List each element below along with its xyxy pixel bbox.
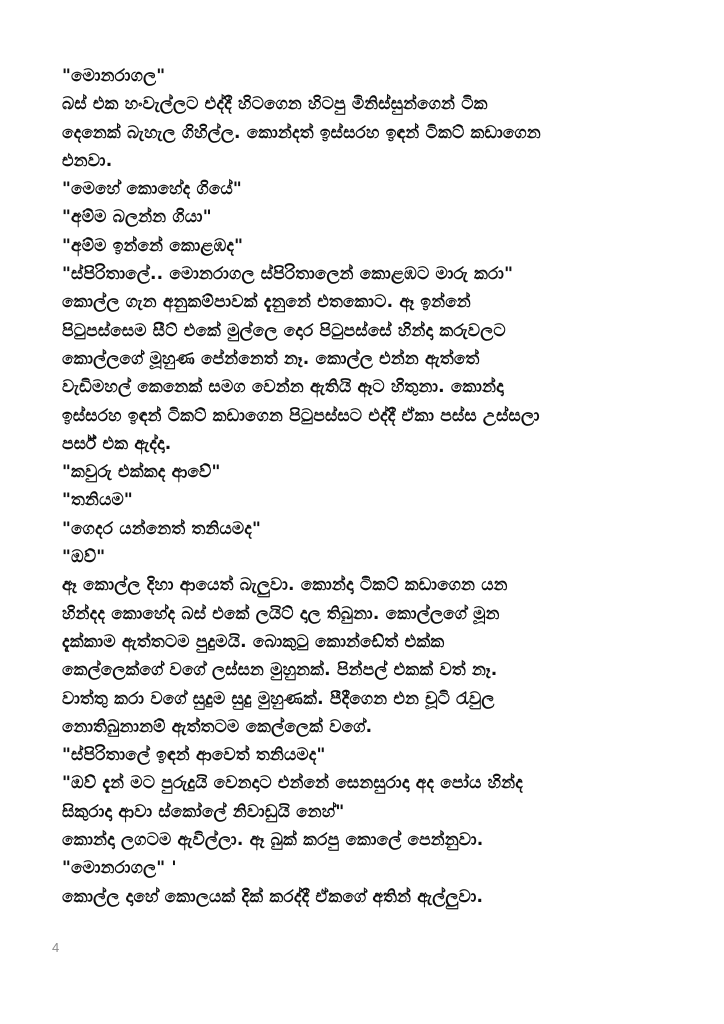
- text-line: බස් එක හංවැල්ලට එද්දී හිටගෙන හිටපු මිනිස්සුන්ගෙන් ටික: [62, 94, 488, 115]
- text-line: "තනියම": [62, 490, 133, 511]
- text-line: "අම්ම බලන්න ගියා": [62, 207, 212, 228]
- text-line: දැක්කාම ඇත්තටම පුදුමයි. බොකුටු කොන්ඩේත් එක්ක: [62, 631, 445, 652]
- text-line: කොල්ලගේ මූහුණ පේන්නෙත් නෑ. කොල්ල එන්න ඇත්තේ: [62, 348, 480, 369]
- text-line: නොතිබුනානම් ඇත්තටම කෙල්ලෙක් වගේ.: [62, 716, 373, 737]
- text-line: "ඔව්": [62, 547, 106, 568]
- story-text: [62, 62, 662, 911]
- text-line: "ස්පිරිතාලේ.. මොනරාගල ස්පිරිතාලෙන් කොළඹට මාරු කරා": [62, 264, 514, 285]
- text-line: වැඩිමහල් කෙනෙක් සමග වෙන්න ඇතියි ඈට හිතුනා. කොන්දා: [62, 377, 504, 398]
- page-number: 4: [52, 940, 60, 955]
- text-line: "කවුරු එක්කද ආවේ": [62, 462, 221, 483]
- text-line: "මොනරාගල": [62, 66, 166, 86]
- text-line: සිකුරාදා ආවා ස්කෝලේ නිවාඩුයි නෙහ්": [62, 801, 345, 822]
- text-line: වාත්තු කරා වගේ සුදුම සුදු මුහුණක්. පීදීගෙන එන චූටි රැවුල: [62, 688, 495, 709]
- text-line: පිටුපස්සෙම සීට් එකේ මුල්ලෙ දොර පිටුපස්සේ හින්දා කරුවලට: [62, 320, 506, 341]
- text-line: ඈ කොල්ල දිහා ආයෙත් බැලුවා. කොන්දා ටිකට් කඩාගෙන යන: [62, 575, 508, 596]
- text-line: කොල්ල දාහේ කොලයක් දික් කරද්දී ඒකගේ අතින් ඇල්ලුවා.: [62, 886, 484, 907]
- text-line: හින්දද කොහේද බස් එකේ ලයිට් දාල තිබුනා. කොල්ලගේ මූන: [62, 603, 500, 624]
- text-line: එනවා.: [62, 150, 113, 171]
- text-line: ඉස්සරහ ඉඳන් ටිකට් කඩාගෙන පිටුපස්සට එද්දී ඒකා පස්ස උස්සලා: [62, 405, 540, 426]
- text-line: "ස්පිරිතාලේ ඉඳන් ආවෙත් තනියමද": [62, 745, 326, 766]
- text-line: "ඔව් දැන් මට පුරුදුයි වෙනදාට එන්නේ සෙනසුරාදා අද පෝය හින්ද: [62, 773, 523, 794]
- text-line: කොල්ල ගැන අනුකම්පාවක් දැනුනේ එතකොට. ඈ ඉන්නේ: [62, 292, 471, 313]
- text-line: "ගෙදර යන්නෙත් තනියමද": [62, 518, 262, 539]
- text-line: දෙනෙක් බැහැල ගිහිල්ල. කොන්දත් ඉස්සරහ ඉඳන් ටිකට් කඩාගෙන: [62, 122, 541, 143]
- text-line: කොන්දා ලගටම ඇවිල්ලා. ඈ බුක් කරපු කොලේ පෙන්නුවා.: [62, 830, 484, 851]
- text-line: "මොනරාගල" ': [62, 858, 177, 879]
- text-line: "මෙහේ කොහේද ගියේ": [62, 179, 242, 200]
- text-line: කෙල්ලෙක්ගේ වගේ ලස්සන මුහුනක්. පින්පල් එකක් වත් නෑ.: [62, 660, 498, 681]
- text-line: පර්ස් එක ඇද්දා.: [62, 433, 172, 454]
- text-line: "අම්ම ඉන්නේ කොළඹද": [62, 235, 244, 256]
